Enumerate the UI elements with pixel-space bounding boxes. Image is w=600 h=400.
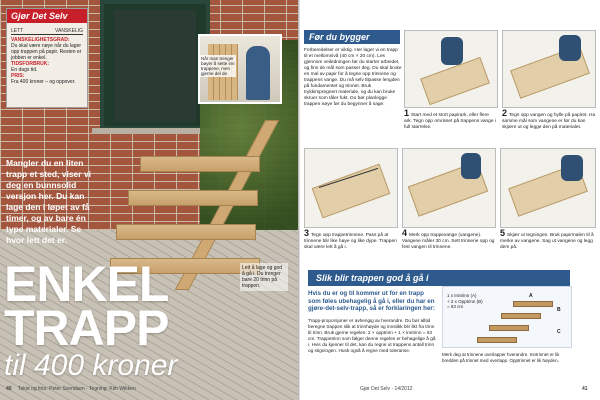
difficulty-label-box	[6, 8, 88, 108]
photo-caption: Lett å lage og god å gå i. Du trenger bare 20 trinn på trappen.	[240, 263, 288, 291]
price-heading: PRIS:	[11, 73, 25, 79]
worker	[246, 46, 270, 100]
diagram-label-c: C	[557, 329, 561, 335]
step-caption-5: 5 Skjær ut tegningen. Bruk papirmalen til å merke av vangene. Sag ut vangene og legg dem på.	[500, 228, 594, 250]
scale-right-label: VANSKELIG	[55, 28, 83, 34]
step-photo-5	[500, 148, 596, 228]
diagram-label-b: B	[557, 307, 561, 313]
page-number-right: 41	[582, 386, 588, 392]
worker	[561, 155, 583, 181]
front-door	[100, 0, 210, 130]
brand-title: Gjør Det Selv	[7, 9, 87, 23]
formula-legend	[447, 293, 483, 310]
comfort-section-lead: Hvis du er og til kommer ut for en trapp som føles ubehagelig å gå i, eller du har en gjøre-det-selv-trapp, så er forklaringen her:	[308, 290, 435, 312]
stair-step	[116, 224, 256, 240]
formula-line-2: + 2 x Opptrinn (B)	[447, 298, 483, 304]
headline-line-2: TRAPP	[4, 300, 169, 356]
scale-left-label: LETT	[11, 28, 24, 34]
diagram-step	[489, 325, 529, 331]
before-you-build-text: Forberedelser er viktig. Her lager vi en trapp til et mellomnivå (40 cm × 20 cm). Les gjennom veiledningen før du starter arbeidet, og finn de mål som passer deg. Du skal bruke en mal av papir for å tegne opp trinnene og trappens vange. Du må selv tilpasse lengden på fundamentet og trinnet. Bruk trykkimpregnert materiale, og du kan bruke skruer som tåler fukt. Du bør planlegge trappen nøye før du begynner å sage.	[304, 48, 402, 107]
step-caption-4: 4 Merk opp trappevange (vangene). Vangene måler 30 cm. Sett trinnene opp og fest vangen til trinnene.	[402, 228, 495, 250]
before-you-build-header: Før du bygger	[304, 30, 400, 44]
paper-sheet	[312, 164, 391, 219]
comfort-section-text: Trapp-proporsjoner er avhengig av hverandre. Du bør alltid beregne trappen slik at trinnhøyde og innstikk blir likt fra trinn til trinn. Bruk gjerne regelen: 2 × opptrinn + 1 × inntrinn = 63 cm. Trappetrinn som følger denne regelen er behagelige å gå i. Hvis du kjenner til det, kan du regne ut trappens antall trinn og stigningen. Husk også å regne med toleranse.	[308, 318, 436, 353]
formula-line-1: 1 x Inntrinn (A)	[447, 293, 477, 298]
diagram-caption: Merk deg at trinnene overlapper hverandre. Inntrinnet er lik bredden på trinnet med overlapp. Opptrinnet er lik høyden.	[442, 352, 560, 363]
headline-line-1: ENKEL	[4, 256, 169, 312]
right-page	[300, 0, 600, 400]
footer-credits: Tekst og foto: Peter Svendsen · Tegning: Kim Wikken	[18, 386, 136, 392]
headline	[4, 256, 184, 382]
diagram-step	[477, 337, 517, 343]
stair-formula-diagram	[442, 286, 572, 348]
step-photo-3	[304, 148, 398, 228]
comfort-section-header: Slik blir trappen god å gå i	[308, 270, 570, 286]
footer-right: Gjør Det Selv · 14/2012	[360, 386, 413, 392]
price-text: Fra 400 kroner – og oppover.	[11, 79, 76, 85]
worker	[461, 153, 481, 179]
difficulty-scale	[11, 25, 83, 35]
stair-step	[128, 190, 258, 206]
diagram-step	[513, 301, 553, 307]
stair-step	[140, 156, 260, 172]
difficulty-heading: VANSKELIGHETSGRAD:	[11, 37, 70, 43]
diagram-step	[501, 313, 541, 319]
step-photo-4	[402, 148, 496, 228]
step-caption-2: 2 Tegn opp vangen og hylle på papiret. Ha samme mål som vangene er før du kan skjære ut og legge den på materialet.	[502, 108, 596, 130]
intro-text: Mangler du en liten trapp et sted, viser vi deg en bunnsolid versjon her. Du kan lage den i løpet av få timer, og av bare én type materialer. Se hvor lett det er.	[6, 158, 92, 245]
door-glass	[114, 10, 196, 122]
diagram-label-a: A	[529, 293, 533, 299]
step-photo-2	[502, 30, 596, 108]
formula-line-3: = 63 cm	[447, 304, 464, 309]
time-heading: TIDSFORBRUK:	[11, 61, 50, 67]
inset-caption: Når man trenger bøyer å sette inn trappene, men gjerne del de.	[201, 56, 235, 76]
step-caption-1: 1 Start med et stort papirark, eller flere ark. Tegn opp omrisset på trappens vange i full størrelse.	[404, 108, 496, 130]
worker	[441, 37, 463, 65]
difficulty-text: Du skal være nøye når du lager opp trappen på papir. Resten er jobben er enkel.	[11, 43, 82, 61]
step-caption-3: 3 Tegn opp trappetrinnene. Pass på at trinnene blir like høye og like dype. Trappen skal være lett å gå i.	[304, 228, 397, 250]
time-text: En dags tid.	[11, 67, 38, 73]
page-number-left: 40	[6, 386, 12, 392]
step-photo-1	[404, 30, 498, 108]
worker	[559, 35, 581, 61]
headline-line-3: til 400 kroner	[4, 349, 178, 382]
